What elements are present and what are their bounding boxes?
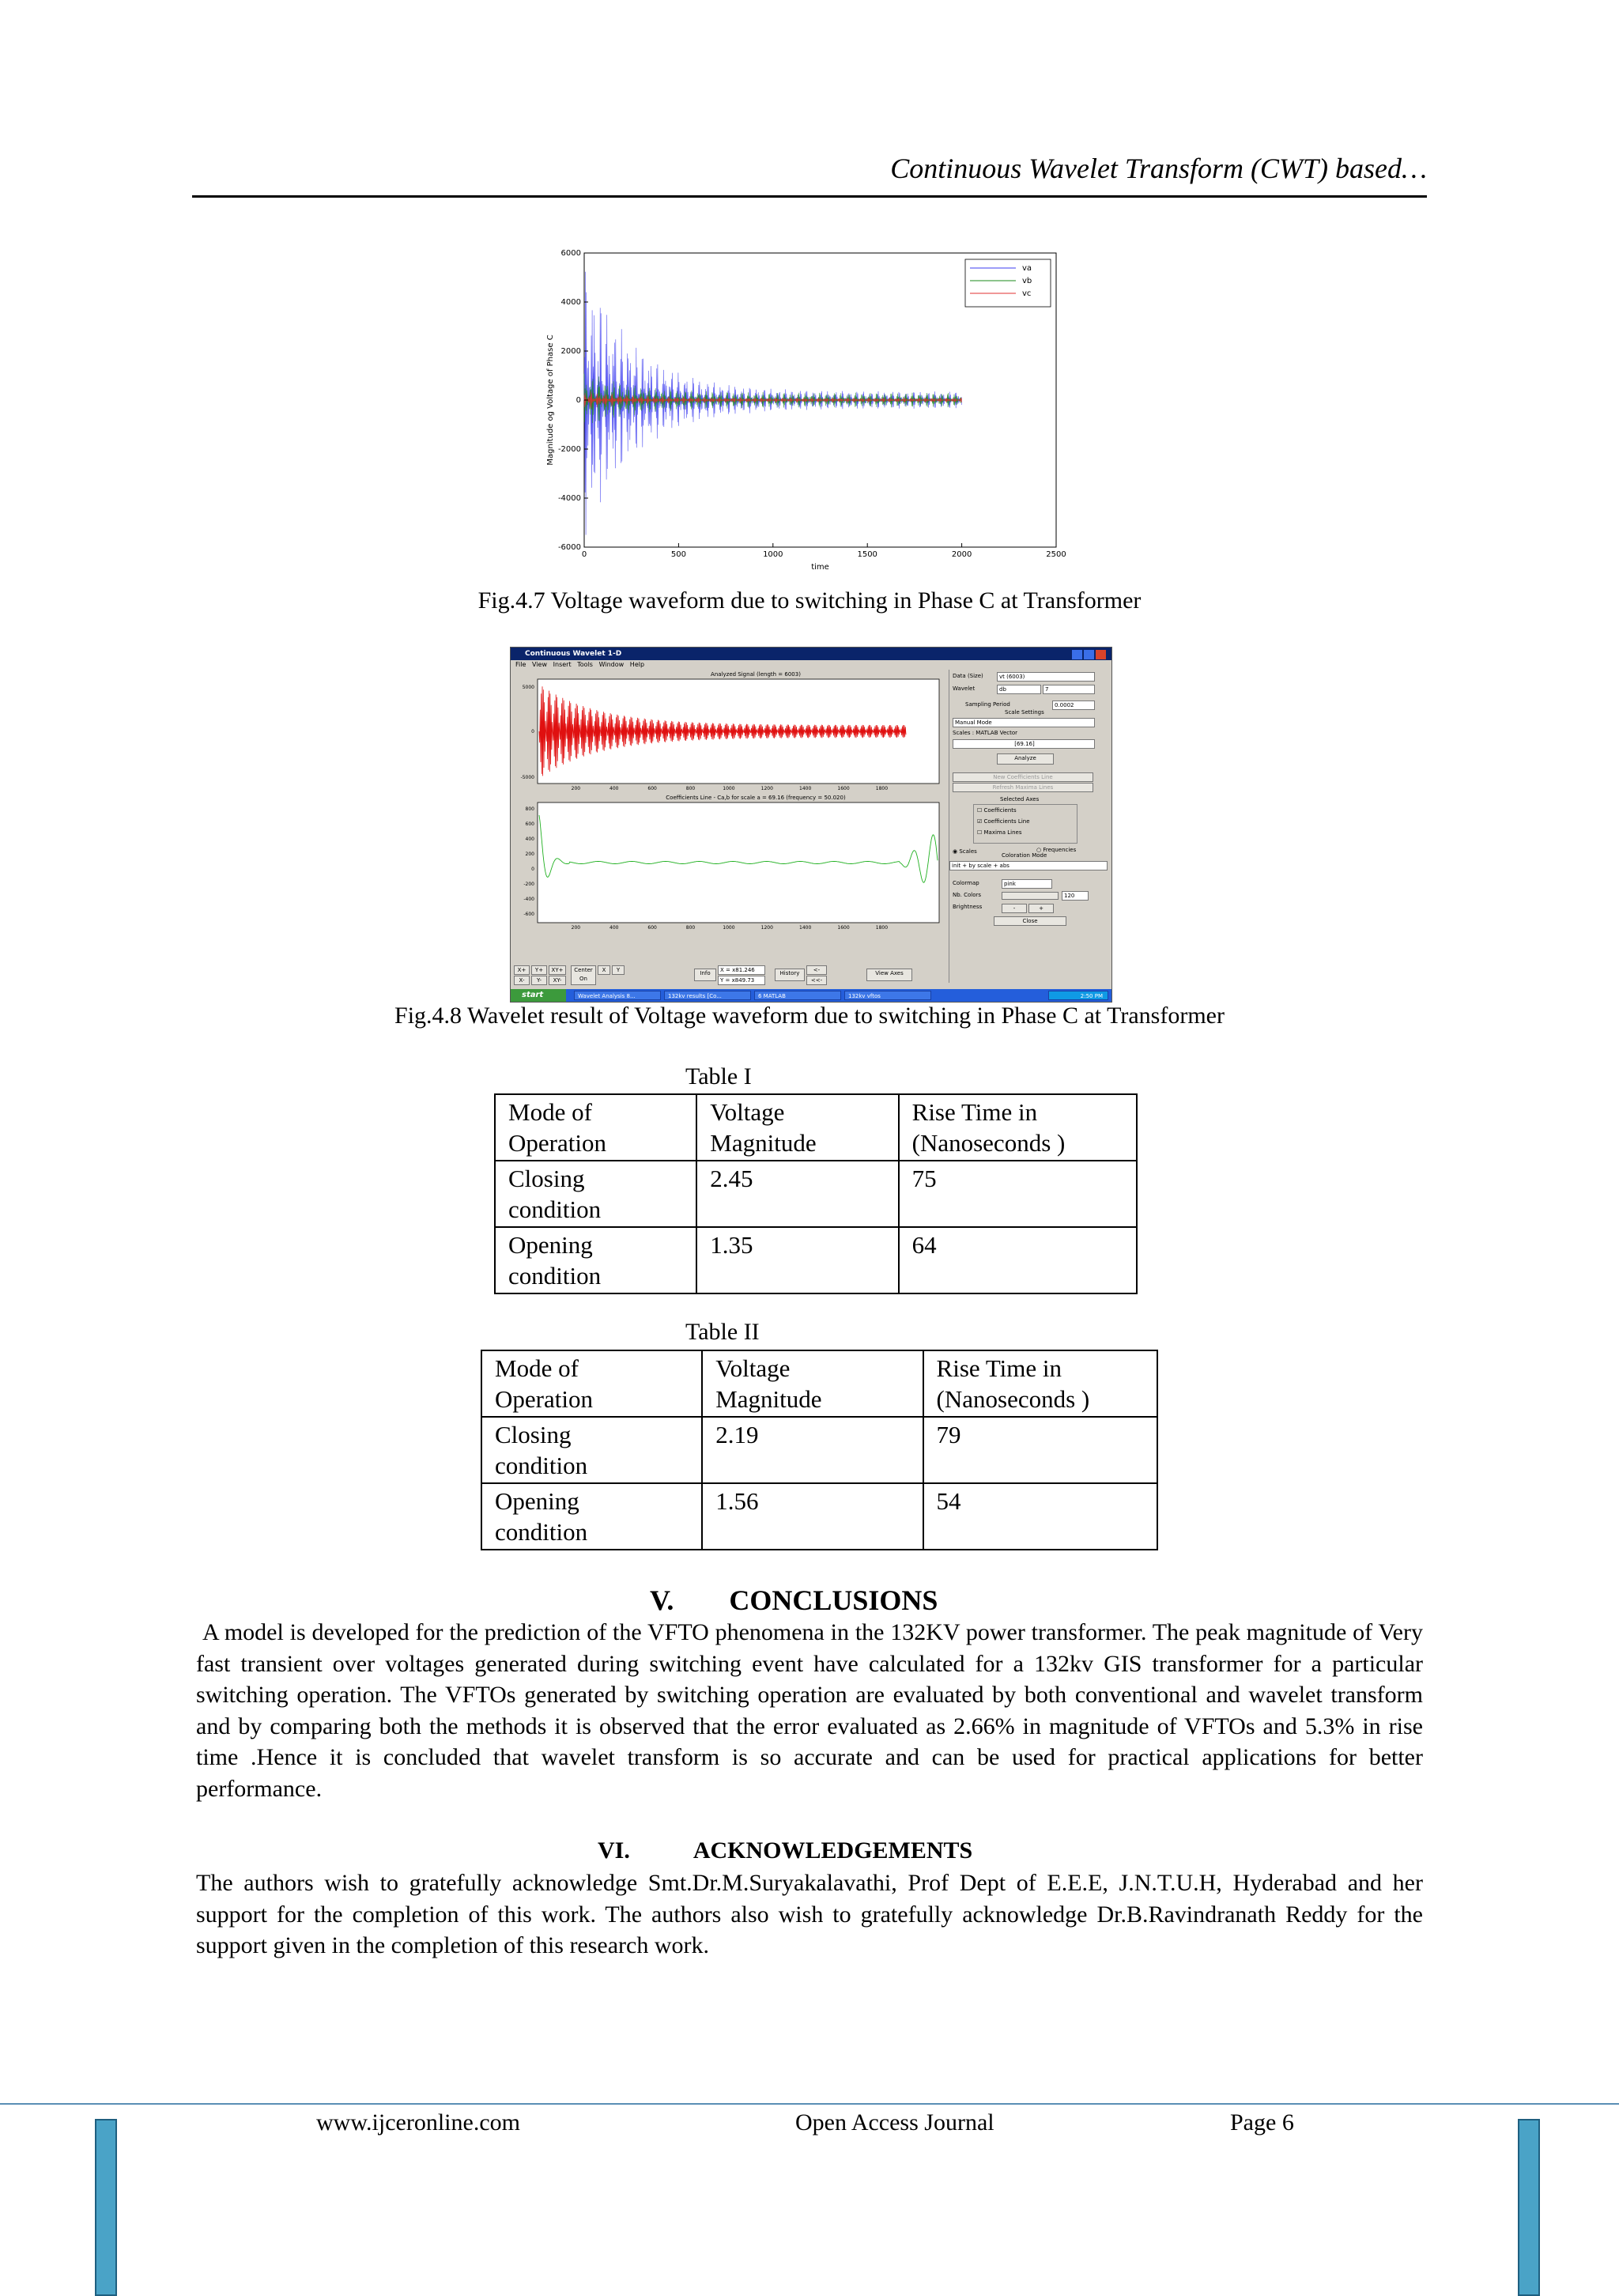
table-2: [481, 1350, 1158, 1550]
selected-axes-group: [973, 804, 1077, 844]
header-rule: [192, 195, 1427, 198]
y-tick-label: -4000: [557, 494, 581, 503]
table-cell: Closing condition: [495, 1161, 696, 1227]
coefficients-line-checkbox[interactable]: ☑ Coefficients Line: [977, 818, 1030, 825]
wavelet-label: Wavelet: [953, 685, 976, 692]
bottom-y-tick-label: -600: [523, 912, 534, 917]
colormap-label: Colormap: [953, 880, 979, 886]
zoom-y-plus-button[interactable]: Y+: [531, 965, 547, 975]
bottom-x-tick-label: 1800: [875, 925, 889, 931]
table-row: [481, 1483, 1157, 1550]
bottom-y-tick-label: 0: [531, 867, 534, 872]
y-tick-label: 4000: [560, 298, 581, 307]
footer-rule: [0, 2103, 1619, 2105]
new-coefficients-line-button[interactable]: New Coefficients Line: [953, 772, 1093, 782]
footer-page-number: Page 6: [1230, 2109, 1294, 2136]
conclusions-paragraph: A model is developed for the prediction of the VFTO phenomena in the 132KV power transformer. The peak magnitude of Very fast transient over voltages generated during switching event have calculated for a 132kv GIS transformer for a particular switching operation. The VFTOs generated by switching operation are evaluated by both conventional and wavelet transform and by comparing both the methods it is observed that the error evaluated as 2.66% in magnitude of VFTOs and 5.3% in rise time .Hence it is concluded that wavelet transform is so accurate and can be used for practical applications for better performance.: [196, 1619, 1423, 1802]
nb-colors-field[interactable]: 120: [1062, 891, 1089, 901]
zoom-xy-minus-button[interactable]: XY-: [549, 976, 566, 985]
close-icon[interactable]: [1096, 650, 1106, 659]
bottom-x-tick-label: 1600: [837, 925, 850, 931]
table-header-cell: Mode of Operation: [481, 1350, 702, 1417]
taskbar-item[interactable]: 132kv results [Co...: [664, 991, 751, 1000]
acknowledgements-title: ACKNOWLEDGEMENTS: [693, 1837, 973, 1864]
figure-4-7-caption: Fig.4.7 Voltage waveform due to switching in Phase C at Transformer: [477, 587, 1142, 614]
colormap-select[interactable]: pink: [1002, 879, 1052, 889]
top-x-tick-label: 1200: [760, 786, 773, 791]
data-size-label: Data (Size): [953, 673, 983, 679]
y-tick-label: -6000: [557, 543, 581, 552]
y-tick-label: 6000: [560, 249, 581, 258]
table-header-cell: Rise Time in (Nanoseconds ): [923, 1350, 1157, 1417]
taskbar-item[interactable]: 6 MATLAB: [754, 991, 841, 1000]
footer-website[interactable]: www.ijceronline.com: [316, 2109, 520, 2136]
top-y-tick-label: 0: [531, 729, 534, 734]
bottom-y-tick-label: -200: [523, 882, 534, 887]
x-readout: X = x81.246: [718, 965, 765, 975]
brightness-minus-button[interactable]: -: [1002, 904, 1027, 913]
top-x-tick-label: 600: [647, 786, 657, 791]
menu-help[interactable]: Help: [629, 661, 645, 668]
top-x-tick-label: 1600: [837, 786, 850, 791]
taskbar-clock: 2:50 PM: [1048, 991, 1108, 1000]
sampling-period-label: Sampling Period: [965, 701, 1010, 708]
bottom-plot-title: Coefficients Line - Ca,b for scale a = 69.16 (frequency = 50.020): [666, 795, 846, 801]
table-header-cell: Voltage Magnitude: [702, 1350, 923, 1417]
top-x-tick-label: 400: [609, 786, 619, 791]
table-cell: 54: [923, 1483, 1157, 1550]
table-cell: 79: [923, 1417, 1157, 1483]
maxima-lines-checkbox[interactable]: ☐ Maxima Lines: [977, 829, 1022, 836]
bottom-x-tick-label: 600: [647, 925, 657, 931]
table-row: [481, 1417, 1157, 1483]
menu-file[interactable]: File: [515, 661, 526, 668]
top-x-tick-label: 1800: [875, 786, 889, 791]
legend-label-vb: vb: [1022, 277, 1032, 285]
analyze-button[interactable]: Analyze: [997, 753, 1054, 765]
bottom-x-tick-label: 800: [685, 925, 696, 931]
scales-vector-label: Scales : MATLAB Vector: [953, 730, 1018, 736]
bottom-x-tick-label: 1200: [760, 925, 773, 931]
control-panel: [949, 670, 1109, 983]
coloration-mode-select[interactable]: init + by scale + abs: [949, 861, 1108, 870]
frequencies-radio[interactable]: ○ Frequencies: [1036, 847, 1077, 853]
bottom-x-tick-label: 200: [571, 925, 581, 931]
wavelet-family-select[interactable]: db: [997, 685, 1041, 694]
legend-label-vc: vc: [1022, 289, 1032, 298]
windows-taskbar: [511, 989, 1111, 1002]
table-header-cell: Voltage Magnitude: [696, 1094, 898, 1161]
bottom-x-tick-label: 1000: [723, 925, 735, 931]
top-x-tick-label: 1400: [799, 786, 812, 791]
data-size-field[interactable]: vt (6003): [997, 672, 1095, 682]
brightness-plus-button[interactable]: +: [1028, 904, 1054, 913]
x-tick-label: 500: [670, 550, 686, 559]
scale-mode-select[interactable]: Manual Mode: [953, 718, 1095, 727]
center-x-button[interactable]: X: [598, 965, 610, 975]
info-button[interactable]: Info: [694, 969, 716, 981]
scales-radio-label: Scales: [959, 848, 977, 855]
view-axes-button[interactable]: View Axes: [866, 969, 912, 981]
top-plot-title: Analyzed Signal (length = 6003): [711, 671, 801, 678]
footer-right-bar: [1518, 2119, 1540, 2296]
conclusions-heading: [650, 1584, 938, 1617]
bottom-toolbar: [511, 962, 949, 988]
maxima-lines-label: Maxima Lines: [983, 829, 1022, 836]
scales-radio[interactable]: ◉ Scales: [953, 848, 977, 855]
table-cell: 75: [899, 1161, 1137, 1227]
table-header-row: [481, 1350, 1157, 1417]
conclusions-title: CONCLUSIONS: [729, 1584, 938, 1616]
history-back-button[interactable]: <-: [806, 965, 827, 975]
zoom-x-minus-button[interactable]: X-: [514, 976, 530, 985]
table-cell: 1.56: [702, 1483, 923, 1550]
table-cell: Closing condition: [481, 1417, 702, 1483]
voltage-waveform-chart: [534, 245, 1072, 577]
center-y-button[interactable]: Y: [612, 965, 625, 975]
table-header-cell: Mode of Operation: [495, 1094, 696, 1161]
minimize-icon[interactable]: [1072, 650, 1082, 659]
menu-view[interactable]: View: [532, 661, 548, 668]
wavelet-plots: [511, 670, 945, 962]
x-tick-label: 1500: [857, 550, 877, 559]
table-cell: 64: [899, 1227, 1137, 1293]
taskbar-item[interactable]: 132kv vftos: [844, 991, 931, 1000]
window-title: Continuous Wavelet 1-D: [511, 648, 1111, 660]
wavelet-order-select[interactable]: 7: [1043, 685, 1095, 694]
bottom-y-tick-label: 800: [525, 806, 534, 812]
center-on-button[interactable]: Center On: [571, 965, 596, 985]
acknowledgements-heading: [598, 1837, 972, 1864]
table-row: [495, 1161, 1137, 1227]
y-tick-label: -2000: [557, 445, 581, 454]
bottom-x-tick-label: 1400: [799, 925, 812, 931]
frequencies-radio-label: Frequencies: [1043, 847, 1077, 853]
top-y-tick-label: 5000: [522, 685, 534, 690]
acknowledgements-number: VI.: [598, 1837, 630, 1864]
top-x-tick-label: 800: [685, 786, 696, 791]
x-tick-label: 1000: [763, 550, 783, 559]
bottom-y-tick-label: 400: [525, 836, 534, 842]
table-cell: 1.35: [696, 1227, 898, 1293]
window-controls: [1072, 649, 1108, 659]
brightness-label: Brightness: [953, 904, 983, 910]
top-y-tick-label: -5000: [520, 775, 534, 780]
nb-colors-slider[interactable]: [1002, 892, 1059, 900]
bottom-y-tick-label: 600: [525, 821, 534, 827]
zoom-y-minus-button[interactable]: Y-: [531, 976, 547, 985]
menu-window[interactable]: Window: [598, 661, 625, 668]
legend-box: [965, 259, 1051, 307]
menu-tools[interactable]: Tools: [577, 661, 593, 668]
nb-colors-label: Nb. Colors: [953, 892, 982, 898]
zoom-xy-plus-button[interactable]: XY+: [549, 965, 566, 975]
table-header-row: [495, 1094, 1137, 1161]
top-x-tick-label: 1000: [723, 786, 735, 791]
table-header-cell: Rise Time in (Nanoseconds ): [899, 1094, 1137, 1161]
bottom-y-tick-label: 200: [525, 852, 534, 857]
coefficients-line-label: Coefficients Line: [983, 818, 1030, 825]
table-2-caption: Table II: [685, 1319, 760, 1345]
zoom-x-plus-button[interactable]: X+: [514, 965, 530, 975]
footer-journal: Open Access Journal: [795, 2109, 994, 2136]
table-cell: 2.45: [696, 1161, 898, 1227]
coloration-mode-label: Coloration Mode: [1002, 852, 1047, 859]
window-menu: [511, 660, 1111, 670]
y-readout: Y = x849.73: [718, 976, 765, 985]
table-cell: Opening condition: [481, 1483, 702, 1550]
table-cell: Opening condition: [495, 1227, 696, 1293]
table-1-caption: Table I: [685, 1063, 752, 1089]
y-axis-label: Magnitude og Voltage of Phase C: [546, 334, 555, 466]
x-axis-label: time: [811, 563, 829, 572]
refresh-maxima-lines-button[interactable]: Refresh Maxima Lines: [953, 783, 1093, 792]
coefficients-checkbox[interactable]: ☐ Coefficients: [977, 807, 1017, 814]
maximize-icon[interactable]: [1084, 650, 1094, 659]
start-button[interactable]: start: [511, 989, 566, 1002]
menu-insert[interactable]: Insert: [553, 661, 572, 668]
x-tick-label: 2500: [1046, 550, 1066, 559]
close-button[interactable]: Close: [994, 916, 1066, 926]
x-tick-label: 2000: [951, 550, 972, 559]
conclusions-number: V.: [650, 1584, 674, 1616]
scale-settings-label: Scale Settings: [1005, 709, 1044, 716]
legend-label-va: va: [1022, 264, 1032, 273]
history-start-button[interactable]: <<-: [806, 976, 827, 985]
figure-4-8-caption: Fig.4.8 Wavelet result of Voltage waveform due to switching in Phase C at Transformer: [394, 1003, 1225, 1029]
running-header: Continuous Wavelet Transform (CWT) based…: [890, 153, 1427, 184]
x-tick-label: 0: [581, 550, 587, 559]
taskbar-item[interactable]: Wavelet Analysis 8...: [574, 991, 661, 1000]
footer-left-bar: [95, 2119, 117, 2296]
bottom-y-tick-label: -400: [523, 897, 534, 902]
sampling-period-field[interactable]: 0.0002: [1052, 701, 1095, 710]
y-tick-label: 0: [576, 396, 581, 405]
scales-vector-field[interactable]: [69.16]: [953, 739, 1095, 749]
coefficients-label: Coefficients: [983, 807, 1017, 814]
history-button[interactable]: History: [775, 969, 805, 981]
selected-axes-label: Selected Axes: [1000, 796, 1040, 802]
table-1: [494, 1093, 1138, 1294]
y-tick-label: 2000: [560, 347, 581, 356]
bottom-x-tick-label: 400: [609, 925, 619, 931]
table-cell: 2.19: [702, 1417, 923, 1483]
top-x-tick-label: 200: [571, 786, 581, 791]
acknowledgements-paragraph: The authors wish to gratefully acknowledge Smt.Dr.M.Suryakalavathi, Prof Dept of E.E.E, J.N.T.U.H, Hyderabad and her support for the completion of this work. The authors also wish to gratefully acknowledge Dr.B.Ravindranath Reddy for the support given in the completion of this research work.: [196, 1870, 1423, 1958]
table-row: [495, 1227, 1137, 1293]
wavelet-window-screenshot: [510, 647, 1112, 1003]
